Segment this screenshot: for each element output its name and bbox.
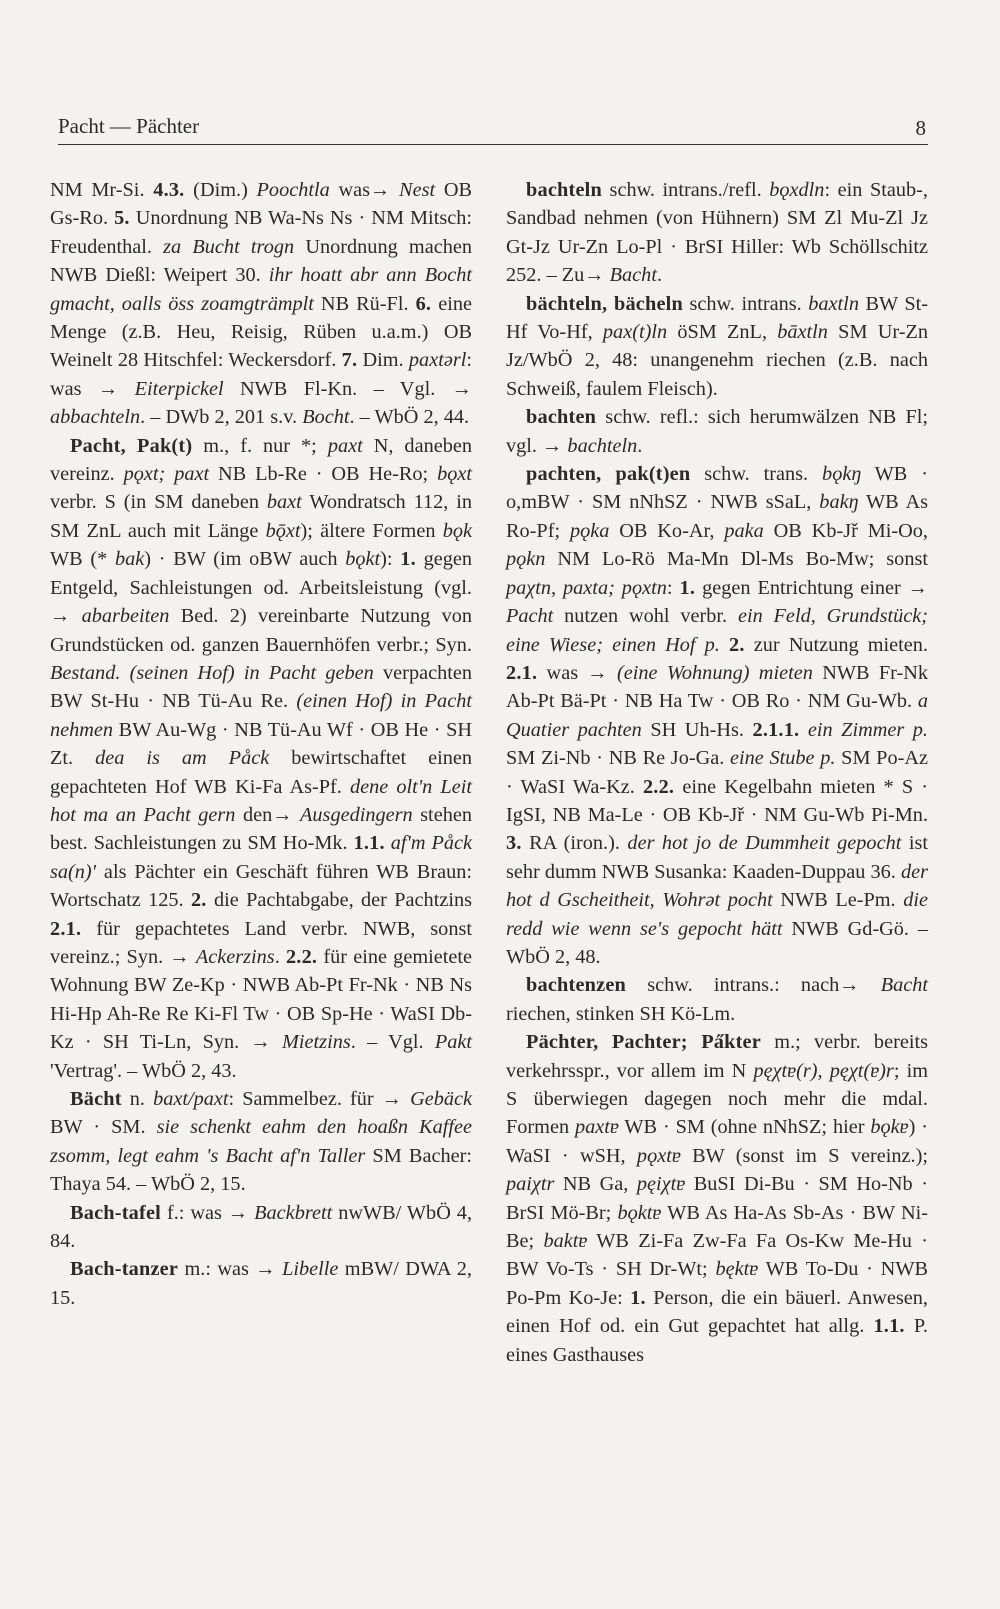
entry-continuation: NM Mr-Si. 4.3. (Dim.) Poochtla was→ Nest OB Gs-Ro. 5. Unordnung NB Wa-Ns Ns · NM Mitsch: Freudenthal. za Bucht trogn Unordnung machen NWB Dießl: Weipert 30. ihr hoatt abr ann Bocht gmacht, oalls öss zoamgträmplt NB Rü-Fl. 6. eine Menge (z.B. Heu, Reisig, Rüben u.a.m.) OB Weinelt 28 Hitschfel: Weckersdorf. 7. Dim. paxtərl: was → Eiterpickel NWB Fl-Kn. – Vgl. → abbachteln. – DWb 2, 201 s.v. Bocht. – WbÖ 2, 44. (50, 179, 473, 429)
entry-pacht: Pacht, Pak(t) m., f. nur *; paxt N, daneben vereinz. pǫxt; paxt NB Lb-Re · OB He-Ro; bǫxt verbr. S (in SM daneben baxt Wondratsch 112, in SM ZnL auch mit Länge bǭxt); ältere Formen bǫk WB (* bak) · BW (im oBW auch bǫkt): 1. gegen Entgeld, Sachleistungen od. Arbeitsleistung (vgl. → abarbeiten Bed. 2) vereinbarte Nutzung von Grundstücken od. ganzen Bauernhöfen verbr.; Syn. Bestand. (seinen Hof) in Pacht geben verpachten BW St-Hu · NB Tü-Au Re. (einen Hof) in Pacht nehmen BW Au-Wg · NB Tü-Au Wf · OB He · SH Zt. dea is am Påck bewirtschaftet einen gepachteten Hof WB Ki-Fa As-Pf. dene olt'n Leit hot ma an Pacht gern den→ Ausgedingern stehen best. Sachleistungen zu SM Ho-Mk. 1.1. af'm Påck sa(n)' als Pächter ein Geschäft führen WB Braun: Wortschatz 125. 2. die Pachtabgabe, der Pachtzins 2.1. für gepachtetes Land verbr. NWB, sonst vereinz.; Syn. → Ackerzins. 2.2. für eine gemietete Wohnung BW Ze-Kp · NWB Ab-Pt Fr-Nk · NB Ns Hi-Hp Ah-Re Re Ki-Fl Tw · OB Sp-He · WaSI Db-Kz · SH Ti-Ln, Syn. → Mietzins. – Vgl. Pakt 'Vertrag'. – WbÖ 2, 43. (50, 434, 473, 1082)
entry-baecht: Bächt n. baxt/paxt: Sammelbez. für → Gebäck BW · SM. sie schenkt eahm den hoaßn Kaffee zsomm, legt eahm 's Bacht af'n Taller SM Bacher: Thaya 54. – WbÖ 2, 15. (50, 1088, 473, 1196)
entry-baechteln: bächteln, bächeln schw. intrans. baxtln BW St-Hf Vo-Hf, pax(t)ln öSM ZnL, bāxtln SM Ur-Zn Jz/WbÖ 2, 48: unangenehm riechen (z.B. nach Schweiß, faulem Fleisch). (506, 292, 929, 400)
headword: bachten (526, 406, 597, 429)
entry-bach-tanzer: Bach-tanzer m.: was → Libelle mBW/ DWA 2, 15. (50, 1258, 472, 1309)
running-title: Pacht — Pächter (58, 114, 200, 138)
right-column (506, 176, 928, 1369)
entry-bachten: bachten schw. refl.: sich herumwälzen NB Fl; vgl. → bachteln. (506, 406, 928, 457)
headword: bächteln, bächeln (526, 292, 683, 315)
headword: Pacht, Pak(t) (70, 434, 193, 457)
running-head (58, 112, 928, 145)
headword: Bächt (70, 1088, 122, 1110)
headword: Bach-tanzer (70, 1258, 179, 1281)
entry-pachten: pachten, pak(t)en schw. trans. bǫkŋ WB · o,mBW · SM nNhSZ · NWB sSaL, bakŋ WB As Ro-Pf; pǫka OB Ko-Ar, paka OB Kb-Jř Mi-Oo, pǫkn NM Lo-Rö Ma-Mn Dl-Ms Bo-Mw; sonst paχtn, paxta; pǫxtn: 1. gegen Entrichtung einer → Pacht nutzen wohl verbr. ein Feld, Grundstück; eine Wiese; einen Hof p. 2. zur Nutzung mieten. 2.1. was → (eine Wohnung) mieten NWB Fr-Nk Ab-Pt Bä-Pt · NB Ha Tw · OB Ro · NM Gu-Wb. a Quatier pachten SH Uh-Hs. 2.1.1. ein Zimmer p. SM Zi-Nb · NB Re Jo-Ga. eine Stube p. SM Po-Az · WaSI Wa-Kz. 2.2. eine Kegelbahn mieten * S · IgSI, NB Ma-Le · OB Kb-Jř · NM Gu-Wb Pi-Mn. 3. RA (iron.). der hot jo de Dummheit gepocht ist sehr dumm NWB Susanka: Kaaden-Duppau 36. der hot d Gscheitheit, Wohrət pocht NWB Le-Pm. die redd wie wenn se's gepocht hätt NWB Gd-Gö. – WbÖ 2, 48. (506, 463, 928, 968)
headword: Pächter, Pachter; Pa̋kter (526, 1031, 761, 1054)
entry-paechter: Pächter, Pachter; Pa̋kter m.; verbr. bereits verkehrsspr., vor allem im N pęχtɐ(r), pęχt(ɐ)r; im S überwiegen dagegen noch mehr die mdal. Formen paxtɐ WB · SM (ohne nNhSZ; hier bǫkɐ) · WaSI · wSH, pǫxtɐ BW (sonst im S vereinz.); paiχtr NB Ga, pęiχtɐ BuSI Di-Bu · SM Ho-Nb · BrSI Mö-Br; bǫktɐ WB As Ha-As Sb-As · BW Ni-Be; baktɐ WB Zi-Fa Zw-Fa Fa Os-Kw Me-Hu · BW Vo-Ts · SH Dr-Wt; bęktɐ WB To-Du · NWB Po-Pm Ko-Je: 1. Person, die ein bäuerl. Anwesen, einen Hof od. ein Gut gepachtet hat allg. 1.1. P. eines Gasthauses (506, 1031, 928, 1366)
headword: bachteln (526, 179, 602, 201)
headword: Bach-tafel (70, 1201, 161, 1224)
entry-bachteln: bachteln schw. intrans./refl. bǫxdln: ein Staub-, Sandbad nehmen (von Hühnern) SM Zl Mu-Zl Jz Gt-Jz Ur-Zn Lo-Pl · BrSI Hiller: Wb Schöllschitz 252. – Zu→ Bacht. (506, 179, 928, 287)
page-number: 8 (915, 116, 926, 140)
headword: pachten, pak(t)en (526, 463, 691, 486)
headword: bachtenzen (526, 974, 627, 997)
entry-bach-tafel: Bach-tafel f.: was → Backbrett nwWB/ WbÖ 4, 84. (50, 1201, 473, 1253)
left-column (50, 176, 472, 1312)
entry-bachtenzen: bachtenzen schw. intrans.: nach→ Bacht riechen, stinken SH Kö-Lm. (506, 974, 928, 1025)
